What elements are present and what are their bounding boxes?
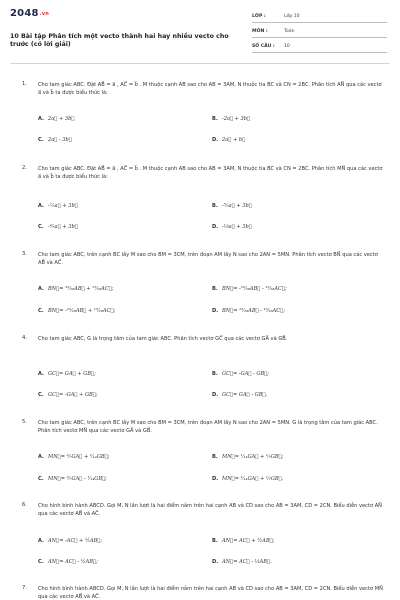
option-c[interactable]: C. -⁴⁄₃a⃗ + 3b⃗ [38,224,78,230]
site-logo[interactable]: 2048.vn [10,8,49,19]
meta-subject [252,28,387,38]
option-b[interactable]: B. MN⃗= ¹⁄₁₄GA⃗ + ¹⁄₇GB⃗; [212,454,284,460]
question-text: Cho tam giác ABC. Đặt AB⃗ = a⃗ , AC⃗ = b⃗ . M thuộc cạnh AB sao cho AB = 3AM, N thuộc tia BC và CN = 2BC. Phân tích AN⃗ qua các vectơ a⃗ và b⃗ ta được biểu thức là: [38,82,382,97]
option-a[interactable]: A. AN⃗= -AC⃗ + ½AB⃗; [38,538,103,544]
option-a[interactable]: A. MN⃗= ³⁄₇GA⃗ + ¹⁄₁₄GB⃗; [38,454,110,460]
question-text: Cho hình bình hành ABCD. Gọi M, N lần lượt là hai điểm nằm trên hai cạnh AB và CD sao cho AB = 3AM, CD = 2CN. Biểu diễn vectơ MN⃗ qua các vectơ AB⃗ và AC⃗. [38,586,383,600]
question-text: Cho tam giác ABC. Đặt AB⃗ = a⃗ , AC⃗ = b⃗ . M thuộc cạnh AB sao cho AB = 3AM, N thuộc tia BC và CN = 2BC. Phân tích MN⃗ qua các vectơ a⃗ và b⃗ ta được biểu thức là: [38,166,383,181]
question-number: 1. [22,81,27,87]
question-number: 2. [22,165,27,171]
question-text: Cho tam giác ABC, trên cạnh BC lấy M sao cho BM = 3CM, trên đoạn AM lấy N sao cho 2AN = 5MN. Phân tích vectơ BN⃗ qua các vectơ AB⃗ và AC⃗. [38,252,378,267]
option-b[interactable]: B. -2a⃗ + 3b⃗ [212,116,251,122]
meta-class [252,13,387,23]
option-b[interactable]: B. -⁵⁄₃a⃗ + 3b⃗ [212,203,252,209]
question-number: 7. [22,585,27,591]
header-divider [10,63,390,64]
question-number: 3. [22,251,27,257]
document-header [0,0,400,58]
meta-class-value: Lớp 10 [284,14,300,19]
meta-count-value: 10 [284,44,290,49]
option-d[interactable]: D. -⅓a⃗ + 3b⃗ [212,224,252,230]
option-d[interactable]: D. AN⃗= AC⃗ - ⅓AB⃗. [212,559,272,565]
option-d[interactable]: D. 2a⃗ + b⃗ [212,137,246,143]
option-c[interactable]: C. BN⃗= -²³⁄₂₈AB⃗ + ¹⁵⁄₂₈AC⃗; [38,308,116,314]
option-d[interactable]: D. GC⃗= GA⃗ - GB⃗. [212,392,268,398]
question-text: Cho tam giác ABC, G là trọng tâm của tam giác ABC. Phân tích vectơ GC⃗ qua các vectơ GA⃗ và GB⃗. [38,336,288,342]
question-number: 4. [22,335,27,341]
meta-class-label: LỚP : [252,14,266,19]
option-b[interactable]: B. AN⃗= AC⃗ + ½AB⃗; [212,538,275,544]
option-c[interactable]: C. AN⃗= AC⃗ - ½AB⃗; [38,559,98,565]
meta-subject-value: Toán [284,29,295,34]
question-text: Cho tam giác ABC, trên cạnh BC lấy M sao cho BM = 3CM, trên đoạn AM lấy N sao cho 2AN = 5MN. G là trọng tâm của tam giác ABC. Phân tích vectơ MN⃗ qua các vectơ GA⃗ và GB⃗. [38,420,378,435]
option-c[interactable]: C. 2a⃗ - 3b⃗ [38,137,72,143]
meta-count [252,43,387,53]
option-c[interactable]: C. GC⃗= -GA⃗ + GB⃗; [38,392,98,398]
question-number: 5. [22,419,27,425]
option-d[interactable]: D. BN⃗= ²³⁄₂₈AB⃗ - ¹⁵⁄₂₈AC⃗; [212,308,285,314]
meta-subject-label: MÔN : [252,29,268,34]
option-a[interactable]: A. -⁷⁄₃a⃗ + 3b⃗ [38,203,78,209]
question-text: Cho hình bình hành ABCD. Gọi M, N lần lượt là hai điểm nằm trên hai cạnh AB và CD sao cho AB = 3AM, CD = 2CN. Biểu diễn vectơ AN⃗ qua các vectơ AB⃗ và AC⃗. [38,503,382,518]
option-a[interactable]: A. BN⃗= ²³⁄₂₈AB⃗ + ¹⁵⁄₂₈AC⃗; [38,286,114,292]
option-d[interactable]: D. MN⃗= ¹⁄₁₄GA⃗ + ¹⁄₇GB⃗. [212,476,284,482]
meta-count-label: SỐ CÂU : [252,44,275,49]
option-c[interactable]: C. MN⃗= ³⁄₇GA⃗ - ¹⁄₁₄GB⃗; [38,476,107,482]
document-meta [252,13,387,58]
option-a[interactable]: A. 2a⃗ + 3b⃗ [38,116,75,122]
option-b[interactable]: B. BN⃗= -²³⁄₂₈AB⃗ - ¹⁵⁄₂₈AC⃗; [212,286,287,292]
option-b[interactable]: B. GC⃗= -GA⃗ - GB⃗; [212,371,269,377]
question-number: 6. [22,502,27,508]
option-a[interactable]: A. GC⃗= GA⃗ + GB⃗; [38,371,96,377]
document-title: 10 Bài tập Phân tích một vecto thành hai hay nhiều vecto cho trước (có lời giải) [10,33,229,48]
